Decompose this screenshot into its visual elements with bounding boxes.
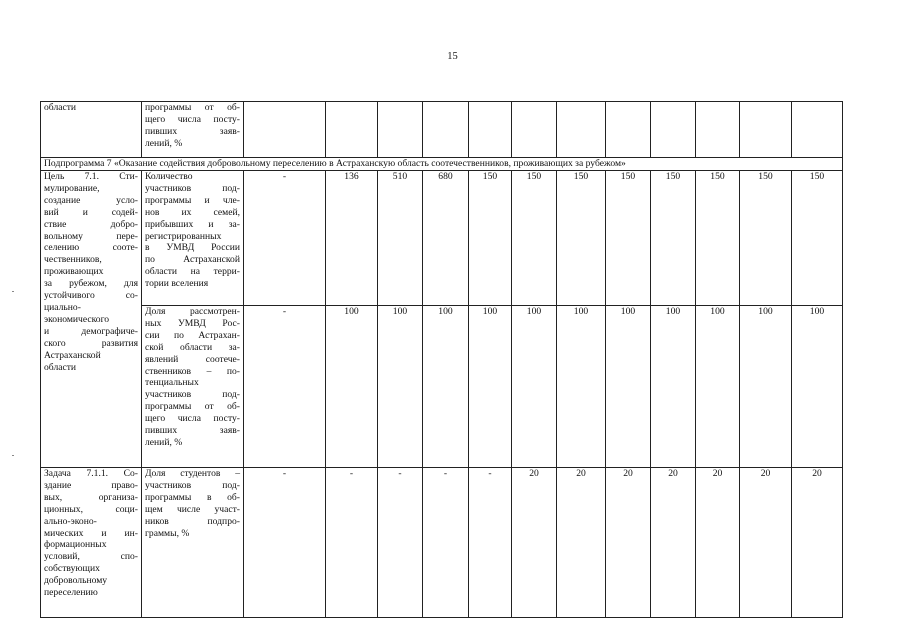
- value-cell: 100: [469, 306, 512, 468]
- value-cell: 510: [378, 171, 423, 306]
- indicator-cell: [142, 171, 244, 306]
- cell-line: участников под-: [145, 389, 240, 401]
- cell-line: нов их семей,: [145, 206, 240, 218]
- cell-line: устойчивого со-: [44, 290, 138, 302]
- value-cell: 20: [792, 468, 843, 618]
- cell-line: переселению: [44, 587, 98, 599]
- value-cell: 150: [740, 171, 792, 306]
- cell-line: ально-эконо-: [44, 515, 97, 527]
- cell-line: программы от об-: [145, 401, 240, 413]
- cell-line: вий и содей-: [44, 206, 138, 218]
- value-cell: 136: [326, 171, 378, 306]
- page-number: 15: [447, 51, 458, 62]
- table-row: [41, 306, 843, 468]
- value-cell: -: [378, 468, 423, 618]
- value-cell: 100: [512, 306, 557, 468]
- value-cell: [606, 102, 651, 158]
- cell-line: вых, организа-: [44, 491, 138, 503]
- value-cell: [244, 102, 326, 158]
- table-row: [41, 468, 843, 618]
- indicator-cell: [142, 468, 244, 618]
- value-cell: 100: [557, 306, 606, 468]
- cell-line: сии по Астрахан-: [145, 329, 240, 341]
- cell-line: Цель 7.1. Сти-: [44, 171, 138, 182]
- value-cell: [512, 102, 557, 158]
- value-cell: [792, 102, 843, 158]
- scan-speck: [12, 455, 14, 456]
- cell-line: граммы, %: [145, 527, 190, 539]
- indicators-table: [40, 101, 843, 618]
- value-cell: [557, 102, 606, 158]
- cell-line: пивших заяв-: [145, 125, 240, 137]
- cell-line: программы и чле-: [145, 194, 240, 206]
- cell-line: ственников – по-: [145, 365, 240, 377]
- cell-line: регистрированных: [145, 230, 222, 242]
- value-cell: [469, 102, 512, 158]
- cell-line: Доля рассмотрен-: [145, 306, 240, 317]
- cell-line: явлений соотече-: [145, 353, 240, 365]
- cell-line: тории вселения: [145, 278, 209, 290]
- cell-line: щего числа посту-: [145, 113, 240, 125]
- value-cell: 100: [326, 306, 378, 468]
- value-cell: 20: [606, 468, 651, 618]
- value-cell: 150: [512, 171, 557, 306]
- value-cell: -: [469, 468, 512, 618]
- value-cell: 150: [696, 171, 740, 306]
- goal-cell: [41, 171, 142, 468]
- task-cell: [41, 468, 142, 618]
- cell-line: ников подпро-: [145, 515, 240, 527]
- cell-line: добровольному: [44, 575, 108, 587]
- cell-line: щем числе участ-: [145, 503, 240, 515]
- value-cell: 150: [557, 171, 606, 306]
- value-cell: 150: [606, 171, 651, 306]
- cell-line: собствующих: [44, 563, 100, 575]
- cell-line: ского развития: [44, 337, 138, 349]
- cell-line: экономического: [44, 313, 110, 325]
- cell-line: программы в об-: [145, 491, 240, 503]
- value-cell: -: [244, 468, 326, 618]
- cell-line: ных УМВД Рос-: [145, 317, 240, 329]
- value-cell: 150: [792, 171, 843, 306]
- value-cell: [696, 102, 740, 158]
- cell-line: области: [44, 361, 77, 373]
- value-cell: 100: [423, 306, 469, 468]
- cell-line: области на терри-: [145, 266, 240, 278]
- table-row: [41, 171, 843, 306]
- cell-line: циально-: [44, 301, 81, 313]
- cell-line: создание усло-: [44, 194, 138, 206]
- cell-line: Астраханской: [44, 349, 101, 361]
- value-cell: 100: [378, 306, 423, 468]
- cell-line: пивших заяв-: [145, 425, 240, 437]
- cell-line: ствие добро-: [44, 218, 138, 230]
- value-cell: [651, 102, 696, 158]
- value-cell: [326, 102, 378, 158]
- cell-line: вольному пере-: [44, 230, 138, 242]
- indicator-cell: [142, 102, 244, 158]
- cell-line: и демографиче-: [44, 325, 138, 337]
- cell-line: участников под-: [145, 479, 240, 491]
- cell-line: ской области за-: [145, 341, 240, 353]
- cell-line: в УМВД России: [145, 242, 240, 254]
- cell-line: здание право-: [44, 479, 138, 491]
- cell-line: Задача 7.1.1. Со-: [44, 468, 138, 479]
- cell-line: прибывших и за-: [145, 218, 240, 230]
- value-cell: 20: [557, 468, 606, 618]
- value-cell: 680: [423, 171, 469, 306]
- value-cell: -: [423, 468, 469, 618]
- value-cell: [378, 102, 423, 158]
- value-cell: 20: [696, 468, 740, 618]
- value-cell: 20: [651, 468, 696, 618]
- cell-line: мических и ин-: [44, 527, 138, 539]
- cell-line: формационных: [44, 539, 107, 551]
- cell-line: условий, спо-: [44, 551, 138, 563]
- value-cell: -: [326, 468, 378, 618]
- cell-line: участников под-: [145, 182, 240, 194]
- value-cell: 100: [740, 306, 792, 468]
- cell-line: программы от об-: [145, 102, 240, 113]
- value-cell: 20: [740, 468, 792, 618]
- indicator-cell: [142, 306, 244, 468]
- cell-line: чественников,: [44, 254, 102, 266]
- value-cell: 100: [606, 306, 651, 468]
- cell-line: щего числа посту-: [145, 413, 240, 425]
- value-cell: 150: [469, 171, 512, 306]
- value-cell: 20: [512, 468, 557, 618]
- goal-cell: области: [41, 102, 142, 158]
- value-cell: 150: [651, 171, 696, 306]
- cell-line: Доля студентов –: [145, 468, 240, 479]
- value-cell: -: [244, 171, 326, 306]
- value-cell: [423, 102, 469, 158]
- subprogram-row: [41, 158, 843, 171]
- value-cell: 100: [651, 306, 696, 468]
- cell-line: лений, %: [145, 137, 183, 149]
- value-cell: -: [244, 306, 326, 468]
- cell-line: Количество: [145, 171, 193, 182]
- cell-line: мулирование,: [44, 182, 100, 194]
- cell-line: по Астраханской: [145, 254, 240, 266]
- scan-speck: [12, 291, 14, 292]
- cell-line: селению соотe-: [44, 242, 138, 254]
- cell-line: проживающих: [44, 266, 104, 278]
- cell-line: за рубежом, для: [44, 278, 138, 290]
- value-cell: 100: [792, 306, 843, 468]
- value-cell: [740, 102, 792, 158]
- table-row: [41, 102, 843, 158]
- cell-line: лений, %: [145, 436, 183, 448]
- value-cell: 100: [696, 306, 740, 468]
- cell-line: ционных, соци-: [44, 503, 138, 515]
- subprogram-title: Подпрограмма 7 «Оказание содействия добровольному переселению в Астраханскую область соотечественников, проживающих за рубежом»: [41, 158, 843, 171]
- cell-line: тенциальных: [145, 377, 199, 389]
